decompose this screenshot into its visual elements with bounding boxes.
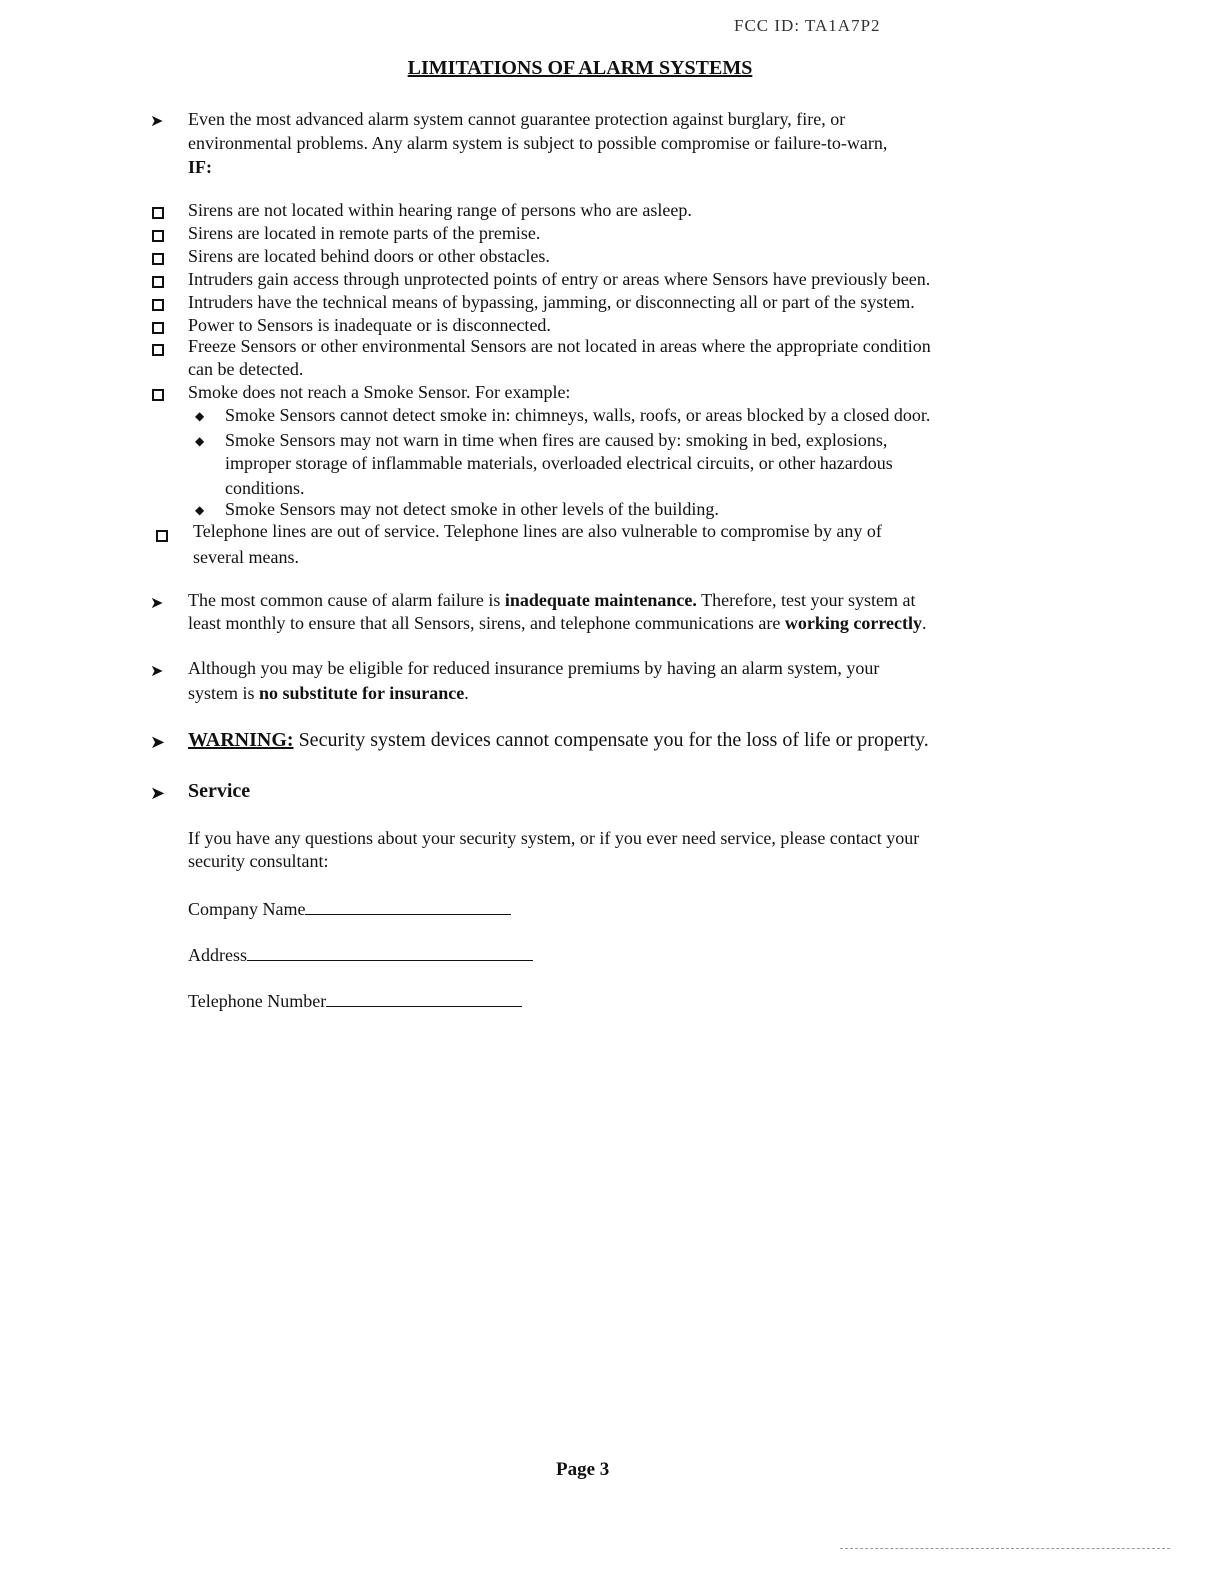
smoke-example: Smoke Sensors may not detect smoke in other levels of the building. [225, 499, 719, 519]
checkbox-bullet-icon [152, 276, 164, 288]
checkbox-bullet-icon [156, 530, 168, 542]
insurance-line-1: Although you may be eligible for reduced insurance premiums by having an alarm system, your [188, 658, 880, 678]
condition-item: Sirens are not located within hearing range of persons who are asleep. [188, 200, 692, 220]
telephone-number-field[interactable]: Telephone Number [188, 990, 522, 1012]
diamond-bullet-icon: ◆ [195, 434, 205, 448]
intro-line-1: Even the most advanced alarm system cannot guarantee protection against burglary, fire, or [188, 109, 846, 129]
condition-item: Power to Sensors is inadequate or is disconnected. [188, 315, 551, 335]
checkbox-bullet-icon [152, 322, 164, 334]
warning-label: WARNING: [188, 729, 294, 751]
diamond-bullet-icon: ◆ [195, 409, 205, 423]
page-number: Page 3 [556, 1459, 610, 1480]
maintenance-line-2: least monthly to ensure that all Sensors, sirens, and telephone communications are working correctly. [188, 613, 927, 633]
service-heading: Service [188, 780, 251, 802]
diamond-bullet-icon: ◆ [195, 503, 205, 517]
fcc-id: FCC ID: TA1A7P2 [734, 16, 881, 35]
company-name-field[interactable]: Company Name [188, 898, 511, 920]
service-line-2: security consultant: [188, 851, 329, 871]
insurance-line-2: system is no substitute for insurance. [188, 683, 469, 703]
intro-line-3: IF: [188, 157, 212, 177]
condition-item-continued: can be detected. [188, 359, 304, 379]
address-field[interactable]: Address [188, 944, 533, 966]
scan-artifact [840, 1548, 1170, 1549]
smoke-example-continued: conditions. [225, 478, 305, 498]
condition-item: Sirens are located behind doors or other obstacles. [188, 246, 550, 266]
smoke-example: Smoke Sensors may not warn in time when fires are caused by: smoking in bed, explosions, [225, 430, 888, 450]
arrow-bullet-icon: ➤ [150, 783, 166, 804]
checkbox-bullet-icon [152, 207, 164, 219]
arrow-bullet-icon: ➤ [150, 593, 164, 612]
checkbox-bullet-icon [152, 344, 164, 356]
arrow-bullet-icon: ➤ [150, 111, 164, 130]
telephone-line-2: several means. [193, 547, 299, 567]
checkbox-bullet-icon [152, 299, 164, 311]
page-title: LIMITATIONS OF ALARM SYSTEMS [407, 57, 753, 79]
condition-item: Intruders have the technical means of bypassing, jamming, or disconnecting all or part of the system. [188, 292, 915, 312]
maintenance-line-1: The most common cause of alarm failure is inadequate maintenance. Therefore, test your system at [188, 590, 916, 610]
checkbox-bullet-icon [152, 389, 164, 401]
telephone-line-1: Telephone lines are out of service. Telephone lines are also vulnerable to compromise by any of [193, 521, 882, 541]
warning-line: WARNING: Security system devices cannot compensate you for the loss of life or property. [188, 729, 929, 751]
condition-item: Smoke does not reach a Smoke Sensor. For example: [188, 382, 571, 402]
intro-line-2: environmental problems. Any alarm system is subject to possible compromise or failure-to-warn, [188, 133, 888, 153]
arrow-bullet-icon: ➤ [150, 732, 166, 753]
service-line-1: If you have any questions about your security system, or if you ever need service, please contact your [188, 828, 920, 848]
smoke-example: Smoke Sensors cannot detect smoke in: chimneys, walls, roofs, or areas blocked by a closed door. [225, 405, 931, 425]
condition-item: Sirens are located in remote parts of the premise. [188, 223, 541, 243]
condition-item: Freeze Sensors or other environmental Sensors are not located in areas where the appropriate condition [188, 336, 931, 356]
smoke-example-continued: improper storage of inflammable materials, overloaded electrical circuits, or other hazardous [225, 453, 893, 473]
condition-item: Intruders gain access through unprotected points of entry or areas where Sensors have previously been. [188, 269, 931, 289]
arrow-bullet-icon: ➤ [150, 661, 164, 680]
checkbox-bullet-icon [152, 253, 164, 265]
checkbox-bullet-icon [152, 230, 164, 242]
